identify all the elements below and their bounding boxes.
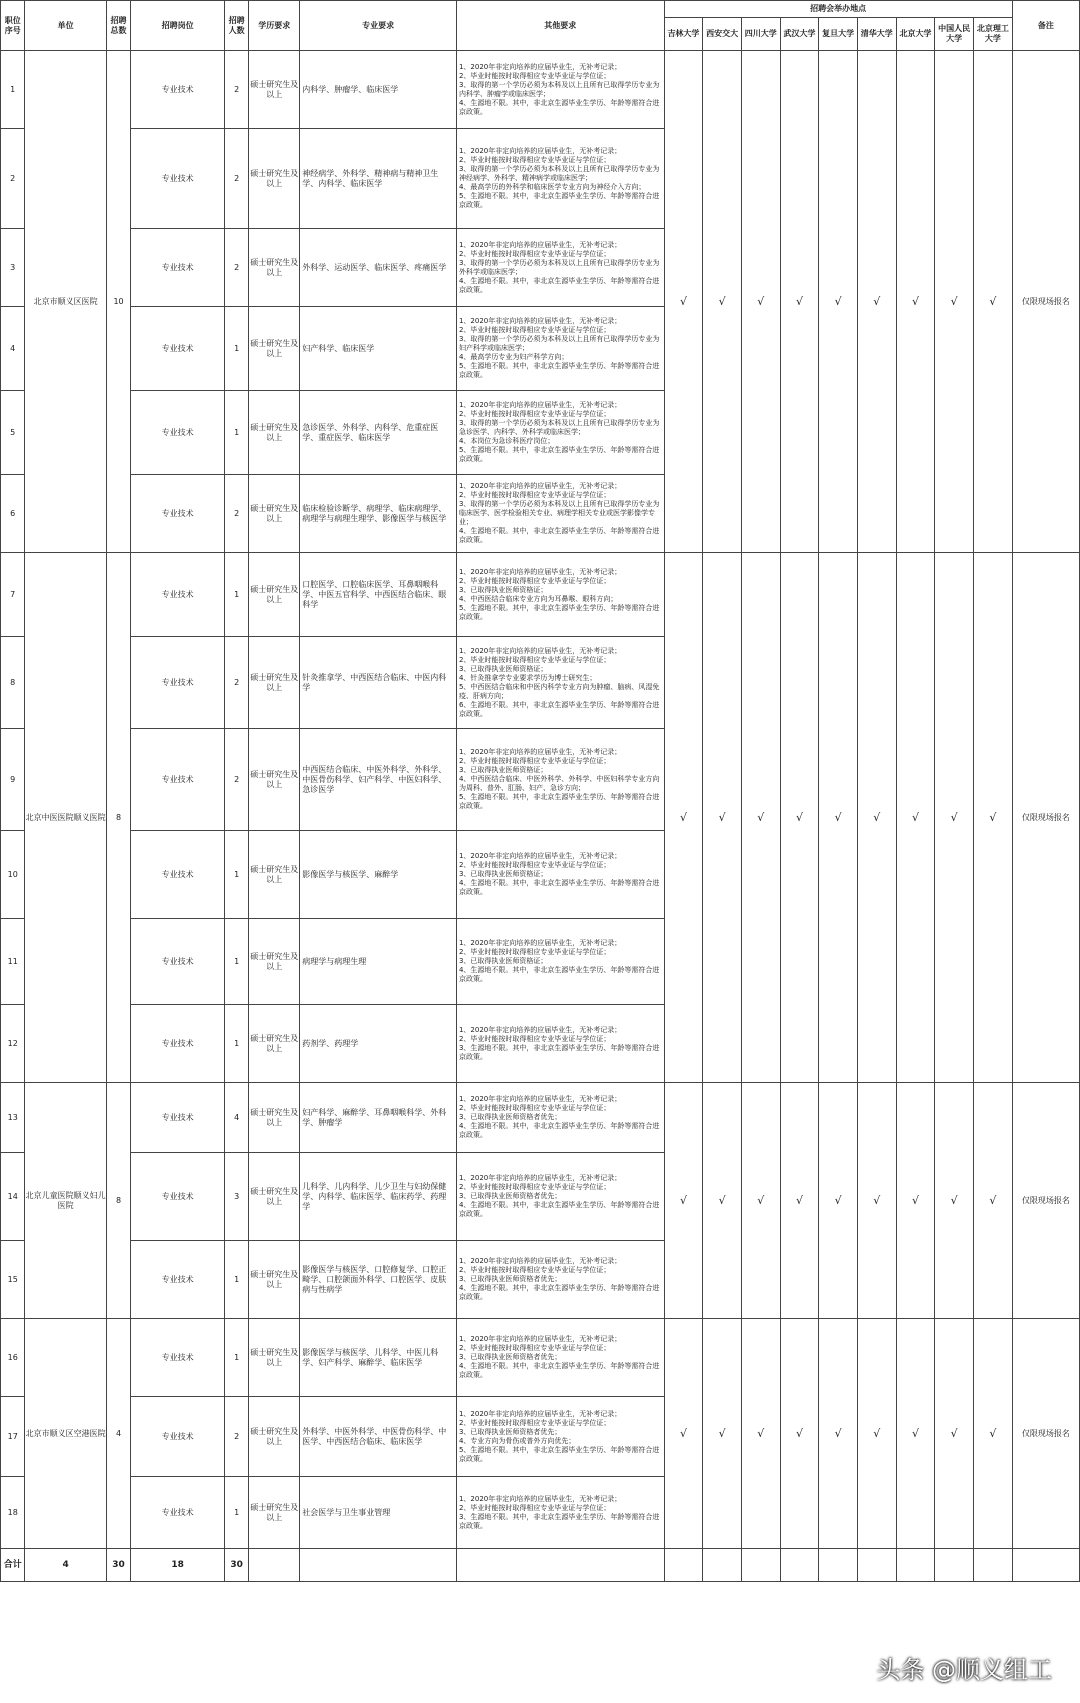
- row-education: 硕士研究生及以上: [249, 1241, 300, 1319]
- header-education: 学历要求: [249, 1, 300, 51]
- venue-check: √: [857, 1083, 896, 1319]
- row-education: 硕士研究生及以上: [249, 51, 300, 129]
- row-position: 专业技术: [131, 129, 225, 229]
- venue-check: √: [819, 1319, 858, 1549]
- row-education: 硕士研究生及以上: [249, 1477, 300, 1549]
- venue-check: √: [973, 553, 1012, 1083]
- row-seq: 17: [1, 1397, 25, 1477]
- row-other-text: 1、2020年非定向培养的应届毕业生，无补考记录； 2、毕业时能按时取得相应专业毕业证与学位证； 3、取得的第一个学历必须为本科及以上且所有已取得学历专业为急诊医学、内科学、外科学或临床医学； 4、本岗位为急诊科医疗岗位； 5、生源地不限。其中，非北京生源毕业生学历、年龄等需符合进京政策。: [458, 401, 660, 463]
- row-major: 影像医学与核医学、儿科学、中医儿科学、妇产科学、麻醉学、临床医学: [300, 1319, 457, 1397]
- row-major: 病理学与病理生理: [300, 919, 457, 1005]
- venue-check: √: [780, 553, 819, 1083]
- row-other-requirements: [456, 1397, 664, 1477]
- row-count: 2: [224, 51, 248, 129]
- row-count: 1: [224, 919, 248, 1005]
- row-position: 专业技术: [131, 1005, 225, 1083]
- row-major: 急诊医学、外科学、内科学、危重症医学、重症医学、临床医学: [300, 391, 457, 475]
- venue-check: √: [896, 51, 935, 553]
- table-row: [1, 51, 1080, 129]
- venue-check: √: [703, 553, 742, 1083]
- row-position: 专业技术: [131, 637, 225, 729]
- header-venue-group: 招聘会举办地点: [664, 1, 1012, 18]
- row-position: 专业技术: [131, 1083, 225, 1153]
- row-major: 神经病学、外科学、精神病与精神卫生学、内科学、临床医学: [300, 129, 457, 229]
- venue-check: √: [741, 1319, 780, 1549]
- row-other-requirements: [456, 307, 664, 391]
- row-seq: 9: [1, 729, 25, 831]
- row-count: 1: [224, 1005, 248, 1083]
- row-position: 专业技术: [131, 1397, 225, 1477]
- row-seq: 4: [1, 307, 25, 391]
- venue-check: √: [819, 51, 858, 553]
- row-seq: 2: [1, 129, 25, 229]
- row-seq: 12: [1, 1005, 25, 1083]
- header-venue: 北京理工大学: [973, 18, 1012, 51]
- row-count: 1: [224, 1477, 248, 1549]
- row-education: 硕士研究生及以上: [249, 307, 300, 391]
- row-seq: 13: [1, 1083, 25, 1153]
- row-major: 儿科学、儿内科学、儿少卫生与妇幼保健学、内科学、临床医学、临床药学、药理学: [300, 1153, 457, 1241]
- row-seq: 16: [1, 1319, 25, 1397]
- row-other-requirements: [456, 1005, 664, 1083]
- row-other-text: 1、2020年非定向培养的应届毕业生，无补考记录； 2、毕业时能按时取得相应专业毕业证与学位证； 3、已取得执业医师资格者优先； 4、生源地不限。其中，非北京生源毕业生学历、年龄等需符合进京政策。: [458, 1095, 660, 1139]
- totals-positions: 18: [131, 1549, 225, 1582]
- row-other-requirements: [456, 475, 664, 553]
- row-education: 硕士研究生及以上: [249, 129, 300, 229]
- totals-empty: [300, 1549, 457, 1582]
- row-count: 3: [224, 1153, 248, 1241]
- row-position: 专业技术: [131, 475, 225, 553]
- row-other-text: 1、2020年非定向培养的应届毕业生，无补考记录； 2、毕业时能按时取得相应专业毕业证与学位证； 3、已取得执业医师资格证； 4、中西医结合临床专业方向为耳鼻喉、眼科方向； 5、生源地不限。其中，非北京生源毕业生学历、年龄等需符合进京政策。: [458, 567, 660, 621]
- row-position: 专业技术: [131, 1241, 225, 1319]
- unit-total: 8: [106, 1083, 130, 1319]
- table-row: [1, 1083, 1080, 1153]
- totals-empty: [703, 1549, 742, 1582]
- venue-check: √: [741, 553, 780, 1083]
- row-education: 硕士研究生及以上: [249, 1397, 300, 1477]
- row-seq: 11: [1, 919, 25, 1005]
- venue-check: √: [935, 51, 974, 553]
- row-other-requirements: [456, 129, 664, 229]
- unit-remark: 仅限现场报名: [1012, 1319, 1079, 1549]
- row-major: 内科学、肿瘤学、临床医学: [300, 51, 457, 129]
- venue-check: √: [857, 51, 896, 553]
- header-unit: 单位: [25, 1, 106, 51]
- venue-check: √: [973, 51, 1012, 553]
- venue-check: √: [703, 1319, 742, 1549]
- venue-check: √: [935, 1319, 974, 1549]
- row-seq: 5: [1, 391, 25, 475]
- unit-name: 北京市顺义区空港医院: [25, 1319, 106, 1549]
- header-total-hire: 招聘总数: [106, 1, 130, 51]
- totals-empty: [249, 1549, 300, 1582]
- row-education: 硕士研究生及以上: [249, 391, 300, 475]
- unit-name: 北京儿童医院顺义妇儿医院: [25, 1083, 106, 1319]
- totals-empty: [935, 1549, 974, 1582]
- venue-check: √: [819, 1083, 858, 1319]
- row-major: 妇产科学、麻醉学、耳鼻咽喉科学、外科学、肿瘤学: [300, 1083, 457, 1153]
- row-major: 药剂学、药理学: [300, 1005, 457, 1083]
- venue-check: √: [703, 1083, 742, 1319]
- venue-check: √: [819, 553, 858, 1083]
- row-count: 2: [224, 229, 248, 307]
- venue-check: √: [664, 51, 703, 553]
- row-other-requirements: [456, 637, 664, 729]
- row-other-requirements: [456, 919, 664, 1005]
- row-other-text: 1、2020年非定向培养的应届毕业生，无补考记录； 2、毕业时能按时取得相应专业毕业证与学位证； 3、已取得执业医师资格者优先； 4、专业方向为骨伤或普外方向优先； 5、生源地不限。其中，非北京生源毕业生学历、年龄等需符合进京政策。: [458, 1409, 660, 1463]
- row-education: 硕士研究生及以上: [249, 831, 300, 919]
- totals-empty: [456, 1549, 664, 1582]
- header-venue: 武汉大学: [780, 18, 819, 51]
- row-count: 4: [224, 1083, 248, 1153]
- row-position: 专业技术: [131, 307, 225, 391]
- unit-remark: 仅限现场报名: [1012, 51, 1079, 553]
- row-education: 硕士研究生及以上: [249, 1083, 300, 1153]
- row-position: 专业技术: [131, 1153, 225, 1241]
- header-seq: 职位序号: [1, 1, 25, 51]
- header-venue: 中国人民大学: [935, 18, 974, 51]
- row-position: 专业技术: [131, 391, 225, 475]
- totals-row: [1, 1549, 1080, 1582]
- row-other-text: 1、2020年非定向培养的应届毕业生，无补考记录； 2、毕业时能按时取得相应专业毕业证与学位证； 3、取得的第一个学历必须为本科及以上且所有已取得学历专业为妇产科学或临床医学； 4、最高学历专业为妇产科学方向； 5、生源地不限。其中，非北京生源毕业生学历、年龄等需符合进京政策。: [458, 317, 660, 379]
- venue-check: √: [935, 1083, 974, 1319]
- row-seq: 8: [1, 637, 25, 729]
- venue-check: √: [780, 1083, 819, 1319]
- row-major: 外科学、运动医学、临床医学、疼痛医学: [300, 229, 457, 307]
- row-other-requirements: [456, 1319, 664, 1397]
- row-major: 妇产科学、临床医学: [300, 307, 457, 391]
- row-other-text: 1、2020年非定向培养的应届毕业生，无补考记录； 2、毕业时能按时取得相应专业毕业证与学位证； 3、生源地不限。其中，非北京生源毕业生学历、年龄等需符合进京政策。: [458, 1025, 660, 1061]
- watermark: 头条 @顺义组工: [876, 1656, 1052, 1684]
- venue-check: √: [780, 1319, 819, 1549]
- row-seq: 14: [1, 1153, 25, 1241]
- row-seq: 6: [1, 475, 25, 553]
- row-count: 2: [224, 475, 248, 553]
- header-position: 招聘岗位: [131, 1, 225, 51]
- totals-empty: [664, 1549, 703, 1582]
- row-major: 中西医结合临床、中医外科学、外科学、中医骨伤科学、妇产科学、中医妇科学、急诊医学: [300, 729, 457, 831]
- venue-check: √: [664, 1319, 703, 1549]
- row-count: 1: [224, 831, 248, 919]
- row-count: 1: [224, 391, 248, 475]
- row-education: 硕士研究生及以上: [249, 1153, 300, 1241]
- header-venue: 北京大学: [896, 18, 935, 51]
- row-education: 硕士研究生及以上: [249, 1005, 300, 1083]
- row-seq: 18: [1, 1477, 25, 1549]
- row-seq: 3: [1, 229, 25, 307]
- totals-empty: [857, 1549, 896, 1582]
- venue-check: √: [935, 553, 974, 1083]
- row-count: 1: [224, 307, 248, 391]
- totals-label: 合计: [1, 1549, 25, 1582]
- header-major: 专业要求: [300, 1, 457, 51]
- unit-name: 北京市顺义区医院: [25, 51, 106, 553]
- row-other-text: 1、2020年非定向培养的应届毕业生，无补考记录； 2、毕业时能按时取得相应专业毕业证与学位证； 3、取得的第一个学历必须为本科及以上且所有已取得学历专业为临床医学、医学检验相关专业、病理学相关专业或医学影像学专业； 4、生源地不限。其中，非北京生源毕业生学历、年龄等需符合进京政策。: [458, 482, 660, 544]
- unit-remark: 仅限现场报名: [1012, 553, 1079, 1083]
- totals-total: 30: [106, 1549, 130, 1582]
- header-row-1: [1, 1, 1080, 18]
- header-count: 招聘人数: [224, 1, 248, 51]
- venue-check: √: [896, 1319, 935, 1549]
- totals-empty: [896, 1549, 935, 1582]
- row-education: 硕士研究生及以上: [249, 637, 300, 729]
- header-venue: 西安交大: [703, 18, 742, 51]
- row-position: 专业技术: [131, 831, 225, 919]
- row-other-requirements: [456, 1083, 664, 1153]
- row-other-text: 1、2020年非定向培养的应届毕业生，无补考记录； 2、毕业时能按时取得相应专业毕业证与学位证； 3、已取得执业医师资格者优先； 4、生源地不限。其中，非北京生源毕业生学历、年龄等需符合进京政策。: [458, 1174, 660, 1218]
- row-major: 外科学、中医外科学、中医骨伤科学、中医学、中西医结合临床、临床医学: [300, 1397, 457, 1477]
- venue-check: √: [664, 1083, 703, 1319]
- row-count: 1: [224, 553, 248, 637]
- totals-units: 4: [25, 1549, 106, 1582]
- row-other-requirements: [456, 391, 664, 475]
- row-major: 针灸推拿学、中西医结合临床、中医内科学: [300, 637, 457, 729]
- row-seq: 10: [1, 831, 25, 919]
- totals-empty: [780, 1549, 819, 1582]
- row-major: 临床检验诊断学、病理学、临床病理学、病理学与病理生理学、影像医学与核医学: [300, 475, 457, 553]
- header-remark: 备注: [1012, 1, 1079, 51]
- totals-empty: [819, 1549, 858, 1582]
- row-position: 专业技术: [131, 919, 225, 1005]
- row-other-text: 1、2020年非定向培养的应届毕业生，无补考记录； 2、毕业时能按时取得相应专业毕业证与学位证； 3、生源地不限。其中，非北京生源毕业生学历、年龄等需符合进京政策。: [458, 1494, 660, 1530]
- unit-total: 10: [106, 51, 130, 553]
- venue-check: √: [857, 1319, 896, 1549]
- unit-name: 北京中医医院顺义医院: [25, 553, 106, 1083]
- row-other-text: 1、2020年非定向培养的应届毕业生，无补考记录； 2、毕业时能按时取得相应专业毕业证与学位证； 3、已取得执业医师资格者优先； 4、生源地不限。其中，非北京生源毕业生学历、年龄等需符合进京政策。: [458, 1257, 660, 1301]
- row-count: 2: [224, 129, 248, 229]
- row-other-text: 1、2020年非定向培养的应届毕业生，无补考记录； 2、毕业时能按时取得相应专业毕业证与学位证； 3、已取得执业医师资格证； 4、生源地不限。其中，非北京生源毕业生学历、年龄等需符合进京政策。: [458, 939, 660, 983]
- venue-check: √: [703, 51, 742, 553]
- row-count: 1: [224, 1319, 248, 1397]
- row-other-text: 1、2020年非定向培养的应届毕业生，无补考记录； 2、毕业时能按时取得相应专业毕业证与学位证； 3、取得的第一个学历必须为本科及以上且所有已取得学历专业为外科学或临床医学； 4、生源地不限。其中，非北京生源毕业生学历、年龄等需符合进京政策。: [458, 240, 660, 294]
- row-education: 硕士研究生及以上: [249, 1319, 300, 1397]
- row-education: 硕士研究生及以上: [249, 229, 300, 307]
- venue-check: √: [780, 51, 819, 553]
- row-position: 专业技术: [131, 1477, 225, 1549]
- row-education: 硕士研究生及以上: [249, 553, 300, 637]
- header-venue: 吉林大学: [664, 18, 703, 51]
- row-other-text: 1、2020年非定向培养的应届毕业生，无补考记录； 2、毕业时能按时取得相应专业毕业证与学位证； 3、已取得执业医师资格者优先； 4、生源地不限。其中，非北京生源毕业生学历、年龄等需符合进京政策。: [458, 1335, 660, 1379]
- venue-check: √: [896, 1083, 935, 1319]
- row-education: 硕士研究生及以上: [249, 919, 300, 1005]
- row-other-text: 1、2020年非定向培养的应届毕业生，无补考记录； 2、毕业时能按时取得相应专业毕业证与学位证； 3、已取得执业医师资格证； 4、针灸推拿学专业要求学历为博士研究生； 5、中西医结合临床和中医内科学专业方向为肿瘤、脑病、风湿免疫、肝病方向； 6、生源地不限。其中，非北京生源毕业生学历、年龄等需符合进京政策。: [458, 646, 660, 718]
- row-seq: 1: [1, 51, 25, 129]
- row-position: 专业技术: [131, 1319, 225, 1397]
- header-venue: 复旦大学: [819, 18, 858, 51]
- venue-check: √: [741, 1083, 780, 1319]
- row-other-requirements: [456, 1153, 664, 1241]
- row-count: 1: [224, 1241, 248, 1319]
- venue-check: √: [857, 553, 896, 1083]
- header-venue: 四川大学: [741, 18, 780, 51]
- row-count: 2: [224, 1397, 248, 1477]
- totals-empty: [1012, 1549, 1079, 1582]
- header-venue: 清华大学: [857, 18, 896, 51]
- table-row: [1, 553, 1080, 637]
- unit-total: 8: [106, 553, 130, 1083]
- row-other-requirements: [456, 553, 664, 637]
- row-other-text: 1、2020年非定向培养的应届毕业生，无补考记录； 2、毕业时能按时取得相应专业毕业证与学位证； 3、已取得执业医师资格证； 4、生源地不限。其中，非北京生源毕业生学历、年龄等需符合进京政策。: [458, 852, 660, 896]
- row-other-requirements: [456, 1477, 664, 1549]
- row-position: 专业技术: [131, 229, 225, 307]
- unit-total: 4: [106, 1319, 130, 1549]
- row-education: 硕士研究生及以上: [249, 729, 300, 831]
- row-major: 影像医学与核医学、口腔修复学、口腔正畸学、口腔颌面外科学、口腔医学、皮肤病与性病学: [300, 1241, 457, 1319]
- row-other-text: 1、2020年非定向培养的应届毕业生，无补考记录； 2、毕业时能按时取得相应专业毕业证与学位证； 3、已取得执业医师资格证； 4、中西医结合临床、中医外科学、外科学、中医妇科学专业方向为周科、普外、肛肠、妇产、急诊方向； 5、生源地不限。其中，非北京生源毕业生学历、年龄等需符合进京政策。: [458, 748, 660, 810]
- row-count: 2: [224, 729, 248, 831]
- row-seq: 15: [1, 1241, 25, 1319]
- row-other-text: 1、2020年非定向培养的应届毕业生，无补考记录； 2、毕业时能按时取得相应专业毕业证与学位证； 3、取得的第一个学历必须为本科及以上且所有已取得学历专业为神经病学、外科学、精神病学或临床医学； 4、最高学历的外科学和临床医学专业方向为神经介入方向； 5、生源地不限。其中，非北京生源毕业生学历、年龄等需符合进京政策。: [458, 147, 660, 209]
- row-other-requirements: [456, 1241, 664, 1319]
- row-other-text: 1、2020年非定向培养的应届毕业生，无补考记录； 2、毕业时能按时取得相应专业毕业证与学位证； 3、取得的第一个学历必须为本科及以上且所有已取得学历专业为内科学、肿瘤学或临床医学； 4、生源地不限。其中，非北京生源毕业生学历、年龄等需符合进京政策。: [458, 62, 660, 116]
- venue-check: √: [664, 553, 703, 1083]
- totals-count: 30: [224, 1549, 248, 1582]
- venue-check: √: [741, 51, 780, 553]
- row-education: 硕士研究生及以上: [249, 475, 300, 553]
- row-other-requirements: [456, 51, 664, 129]
- row-position: 专业技术: [131, 729, 225, 831]
- row-other-requirements: [456, 229, 664, 307]
- row-seq: 7: [1, 553, 25, 637]
- row-major: 社会医学与卫生事业管理: [300, 1477, 457, 1549]
- row-major: 影像医学与核医学、麻醉学: [300, 831, 457, 919]
- table-row: [1, 1319, 1080, 1397]
- unit-remark: 仅限现场报名: [1012, 1083, 1079, 1319]
- venue-check: √: [973, 1083, 1012, 1319]
- header-other: 其他要求: [456, 1, 664, 51]
- row-other-requirements: [456, 729, 664, 831]
- totals-empty: [741, 1549, 780, 1582]
- venue-check: √: [973, 1319, 1012, 1549]
- row-position: 专业技术: [131, 51, 225, 129]
- totals-empty: [973, 1549, 1012, 1582]
- row-other-requirements: [456, 831, 664, 919]
- venue-check: √: [896, 553, 935, 1083]
- row-major: 口腔医学、口腔临床医学、耳鼻咽喉科学、中医五官科学、中西医结合临床、眼科学: [300, 553, 457, 637]
- row-position: 专业技术: [131, 553, 225, 637]
- row-count: 2: [224, 637, 248, 729]
